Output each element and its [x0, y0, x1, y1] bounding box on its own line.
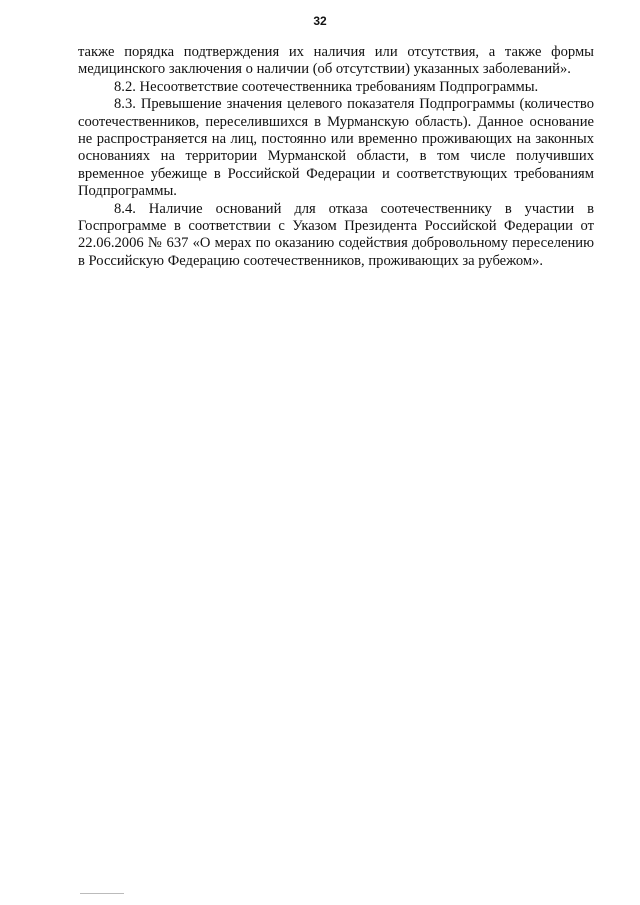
footer-divider — [80, 893, 124, 894]
document-body — [78, 44, 594, 270]
page-number: 32 — [313, 14, 327, 28]
paragraph-8-4: 8.4. Наличие оснований для отказа соотечественнику в участии в Госпрограмме в соответствии с Указом Президента Российской Федерации от 22.06.2006 № 637 «О мерах по оказанию содействия добровольному переселению в Российскую Федерацию соотечественников, проживающих за рубежом». — [78, 200, 594, 269]
paragraph-8-3: 8.3. Превышение значения целевого показателя Подпрограммы (количество соотечественников, переселившихся в Мурманскую область). Данное основание не распространяется на лиц, постоянно или временно проживающих на законных основаниях на территории Мурманской области, в том числе получивших временное убежище в Российской Федерации и соответствующих требованиям Подпрограммы. — [78, 96, 594, 200]
paragraph-continuation: также порядка подтверждения их наличия или отсутствия, а также формы медицинского заключения о наличии (об отсутствии) указанных заболеваний». — [78, 44, 594, 78]
paragraph-8-2: 8.2. Несоответствие соотечественника требованиям Подпрограммы. — [114, 78, 539, 95]
